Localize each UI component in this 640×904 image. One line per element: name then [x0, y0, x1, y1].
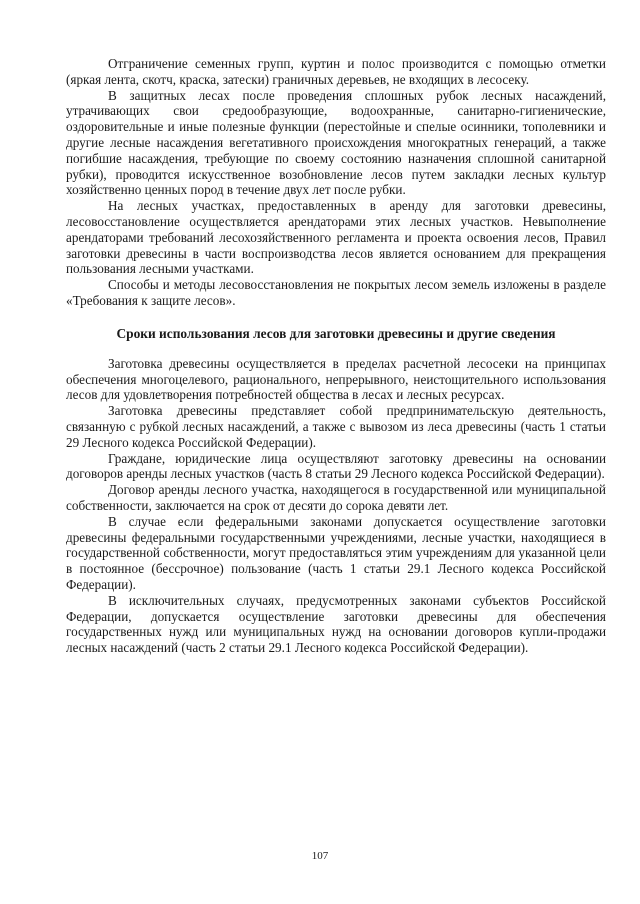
paragraph-lease-term: Договор аренды лесного участка, находящегося в государственной или муниципальной собственности, заключается на срок от десяти до сорока девяти лет.	[66, 482, 606, 513]
paragraph-protective-forests: В защитных лесах после проведения сплошных рубок лесных насаждений, утрачивающих свои средообразующие, водоохранные, санитарно-гигиенические, оздоровительные и иные полезные функции (перестойные и спелые осинники, тополевники и другие лесные насаждения вегетативного происхождения многократных генераций, а также погибшие насаждения, требующие по своему состоянию назначения сплошной санитарной рубки), проводится искусственное возобновление лесов путем закладки лесных культур хозяйственно ценных пород в течение двух лет после рубки.	[66, 87, 606, 198]
section-heading: Сроки использования лесов для заготовки древесины и другие сведения	[116, 325, 556, 341]
paragraph-federal-institutions: В случае если федеральными законами допускается осуществление заготовки древесины федеральными государственными учреждениями, лесные участки, находящиеся в государственной собственности, могут предоставляться этим учреждениям для указанной цели в постоянное (бессрочное) пользование (часть 1 статьи 29.1 Лесного кодекса Российской Федерации).	[66, 513, 606, 592]
paragraph-citizens-lease: Граждане, юридические лица осуществляют заготовку древесины на основании договоров аренды лесных участков (часть 8 статьи 29 Лесного кодекса Российской Федерации).	[66, 450, 606, 482]
paragraph-leased-plots: На лесных участках, предоставленных в аренду для заготовки древесины, лесовосстановление осуществляется арендаторами этих лесных участков. Невыполнение арендаторами требований лесохозяйственного регламента и проекта освоения лесов, Правил заготовки древесины в части воспроизводства лесов является основанием для прекращения пользования лесными участками.	[66, 198, 606, 277]
page-number: 107	[311, 850, 329, 862]
paragraph-seed-groups: Отграничение семенных групп, куртин и полос производится с помощью отметки (яркая лента, скотч, краска, затески) граничных деревьев, не входящих в лесосеку.	[66, 56, 606, 87]
paragraph-timber-harvesting: Заготовка древесины осуществляется в пределах расчетной лесосеки на принципах обеспечения многоцелевого, рационального, непрерывного, неистощительного использования лесов для удовлетворения потребностей общества в лесах и лесных ресурсах.	[66, 355, 606, 403]
paragraph-reforestation-methods: Способы и методы лесовосстановления не покрытых лесом земель изложены в разделе «Требования к защите лесов».	[66, 277, 606, 308]
paragraph-entrepreneurial-activity: Заготовка древесины представляет собой предпринимательскую деятельность, связанную с рубкой лесных насаждений, а также с вывозом из леса древесины (часть 1 статьи 29 Лесного кодекса Российской Федерации).	[66, 403, 606, 450]
paragraph-exceptional-cases: В исключительных случаях, предусмотренных законами субъектов Российской Федерации, допускается осуществление заготовки древесины для обеспечения государственных нужд или муниципальных нужд на основании договоров купли-продажи лесных насаждений (часть 2 статьи 29.1 Лесного кодекса Российской Федерации).	[66, 592, 606, 656]
